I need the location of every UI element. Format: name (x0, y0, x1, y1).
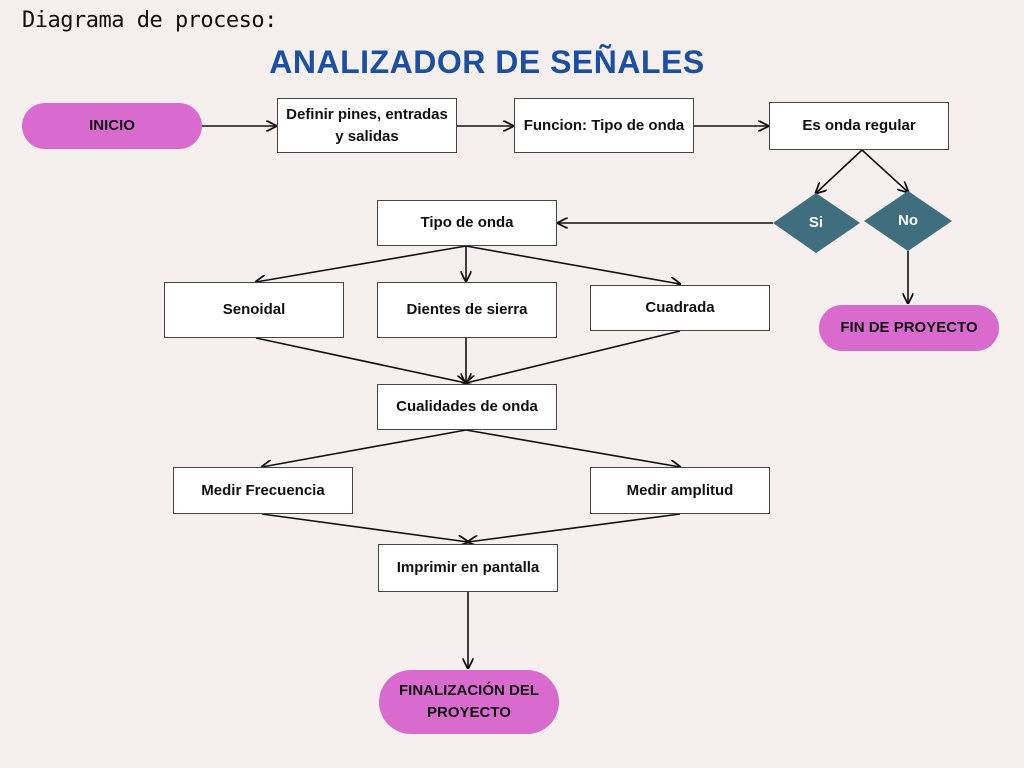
arrow-cuadrada-cualidades (466, 331, 680, 383)
arrow-cualidades-amplitud (466, 430, 680, 467)
arrow-senoidal-cualidades (256, 338, 466, 383)
process-es-onda-regular: Es onda regular (769, 102, 949, 150)
arrow-tipo-senoidal (256, 246, 466, 282)
arrow-amplitud-imprimir (468, 514, 680, 542)
decision-no-label: No (898, 212, 918, 229)
arrow-regular-no (862, 150, 908, 192)
arrow-cualidades-frecuencia (262, 430, 466, 467)
arrow-regular-si (816, 150, 862, 193)
process-senoidal: Senoidal (164, 282, 344, 338)
arrow-frecuencia-imprimir (262, 514, 468, 542)
process-medir-amplitud: Medir amplitud (590, 467, 770, 514)
process-tipo-de-onda: Tipo de onda (377, 200, 557, 246)
start-terminal: INICIO (22, 103, 202, 149)
process-imprimir-en-pantalla: Imprimir en pantalla (378, 544, 558, 592)
diagram-subtitle: Diagrama de proceso: (22, 8, 277, 33)
end-finalizacion-proyecto: FINALIZACIÓN DEL PROYECTO (379, 670, 559, 734)
process-definir-pines: Definir pines, entradas y salidas (277, 98, 457, 153)
process-cuadrada: Cuadrada (590, 285, 770, 331)
diagram-title: ANALIZADOR DE SEÑALES (269, 44, 705, 80)
process-cualidades-de-onda: Cualidades de onda (377, 384, 557, 430)
arrow-tipo-cuadrada (466, 246, 680, 284)
end-fin-proyecto: FIN DE PROYECTO (819, 305, 999, 351)
process-dientes-de-sierra: Dientes de sierra (377, 282, 557, 338)
process-funcion-tipo-onda: Funcion: Tipo de onda (514, 98, 694, 153)
decision-si-label: Si (808, 214, 824, 231)
process-medir-frecuencia: Medir Frecuencia (173, 467, 353, 514)
